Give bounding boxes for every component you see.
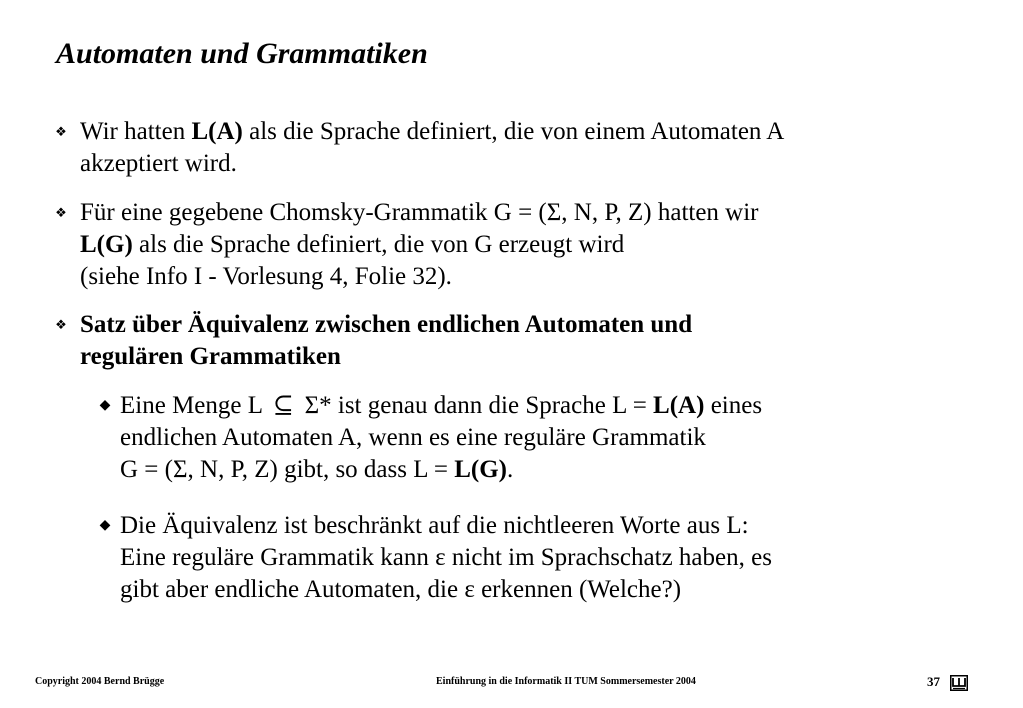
sub-bullet-1 [96, 390, 976, 486]
bullet-2-line-2: L(G) als die Sprache definiert, die von G erzeugt wird [80, 231, 625, 258]
bullet-2-line-1: Für eine gegebene Chomsky-Grammatik G = (Σ, N, P, Z) hatten wir [80, 199, 759, 226]
subset-symbol-icon: ⊆ [272, 392, 294, 419]
bullet-2 [50, 197, 980, 293]
page-number: 37 [927, 674, 940, 689]
bullet-marker-icon: ❖ [55, 124, 67, 139]
sub-bullet-1-line-2: endlichen Automaten A, wenn es eine reguläre Grammatik [120, 424, 706, 451]
footer-course: Einführung in die Informatik II TUM Sommersemester 2004 [436, 676, 696, 687]
footer-copyright: Copyright 2004 Bernd Brügge [35, 676, 165, 687]
sub-bullet-1-line-3: G = (Σ, N, P, Z) gibt, so dass L = L(G). [120, 456, 514, 483]
bullet-1-line-1: Wir hatten L(A) als die Sprache definiert, die von einem Automaten A [80, 118, 785, 145]
sub-bullet-2 [96, 510, 976, 606]
sub-bullet-1-line-1: Eine Menge L ⊆ Σ* ist genau dann die Sprache L = L(A) eines [120, 390, 976, 422]
slide-title: Automaten und Grammatiken [56, 37, 428, 70]
bullet-3-line-2: regulären Grammatiken [80, 343, 341, 370]
bullet-marker-icon: ❖ [55, 205, 67, 220]
bullet-1-line-2: akzeptiert wird. [80, 150, 237, 177]
diamond-bullet-icon: ◆ [99, 518, 111, 533]
bullet-3 [50, 309, 980, 373]
tum-logo-icon [950, 675, 968, 691]
sub-bullet-2-line-3: gibt aber endliche Automaten, die ε erkennen (Welche?) [120, 576, 682, 603]
bullet-2-line-3: (siehe Info I - Vorlesung 4, Folie 32). [80, 263, 452, 290]
bullet-3-line-1: Satz über Äquivalenz zwischen endlichen Automaten und [80, 311, 693, 338]
sub-bullet-2-line-1: Die Äquivalenz ist beschränkt auf die nichtleeren Worte aus L: [120, 512, 749, 539]
diamond-bullet-icon: ◆ [99, 398, 111, 413]
bullet-marker-icon: ❖ [55, 317, 67, 332]
bullet-1 [50, 116, 980, 180]
sub-bullet-2-line-2: Eine reguläre Grammatik kann ε nicht im Sprachschatz haben, es [120, 544, 772, 571]
